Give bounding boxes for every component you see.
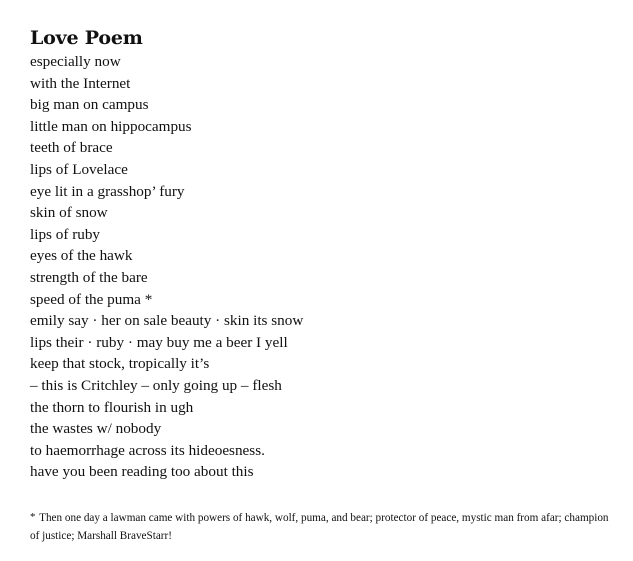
poem-line: big man on campus xyxy=(30,96,149,114)
footnote-marker: * xyxy=(30,511,36,523)
poem-line: eyes of the hawk xyxy=(30,247,133,265)
poem-line: eye lit in a grasshop’ fury xyxy=(30,182,185,200)
poem-line: have you been reading too about this xyxy=(30,463,254,481)
poem-line: skin of snow xyxy=(30,204,108,222)
footnote xyxy=(30,508,620,545)
footnote-text: Then one day a lawman came with powers of hawk, wolf, puma, and bear; protector of peace, mystic man from afar; champion of justice; Marshall BraveStarr! xyxy=(30,512,609,542)
poem-line: lips their · ruby · may buy me a beer I yell xyxy=(30,333,288,351)
poem-line: strength of the bare xyxy=(30,268,148,286)
poem-line: teeth of brace xyxy=(30,139,113,157)
poem-line: speed of the puma * xyxy=(30,290,153,308)
poem-line: with the Internet xyxy=(30,74,131,92)
poem-line: little man on hippocampus xyxy=(30,117,192,135)
poem-line: especially now xyxy=(30,53,121,70)
poem-line: to haemorrhage across its hideoesness. xyxy=(30,441,265,459)
poem-line: the wastes w/ nobody xyxy=(30,420,162,438)
poem-lines xyxy=(30,51,620,483)
poem-line: the thorn to flourish in ugh xyxy=(30,398,194,416)
poem-line: lips of Lovelace xyxy=(30,160,128,178)
poem-title: Love Poem xyxy=(30,27,143,49)
poem-line: lips of ruby xyxy=(30,225,101,243)
poem-page xyxy=(30,26,620,483)
poem-line: emily say · her on sale beauty · skin its snow xyxy=(30,312,304,330)
poem-line: keep that stock, tropically it’s xyxy=(30,355,210,373)
poem-line: – this is Critchley – only going up – flesh xyxy=(30,376,282,394)
